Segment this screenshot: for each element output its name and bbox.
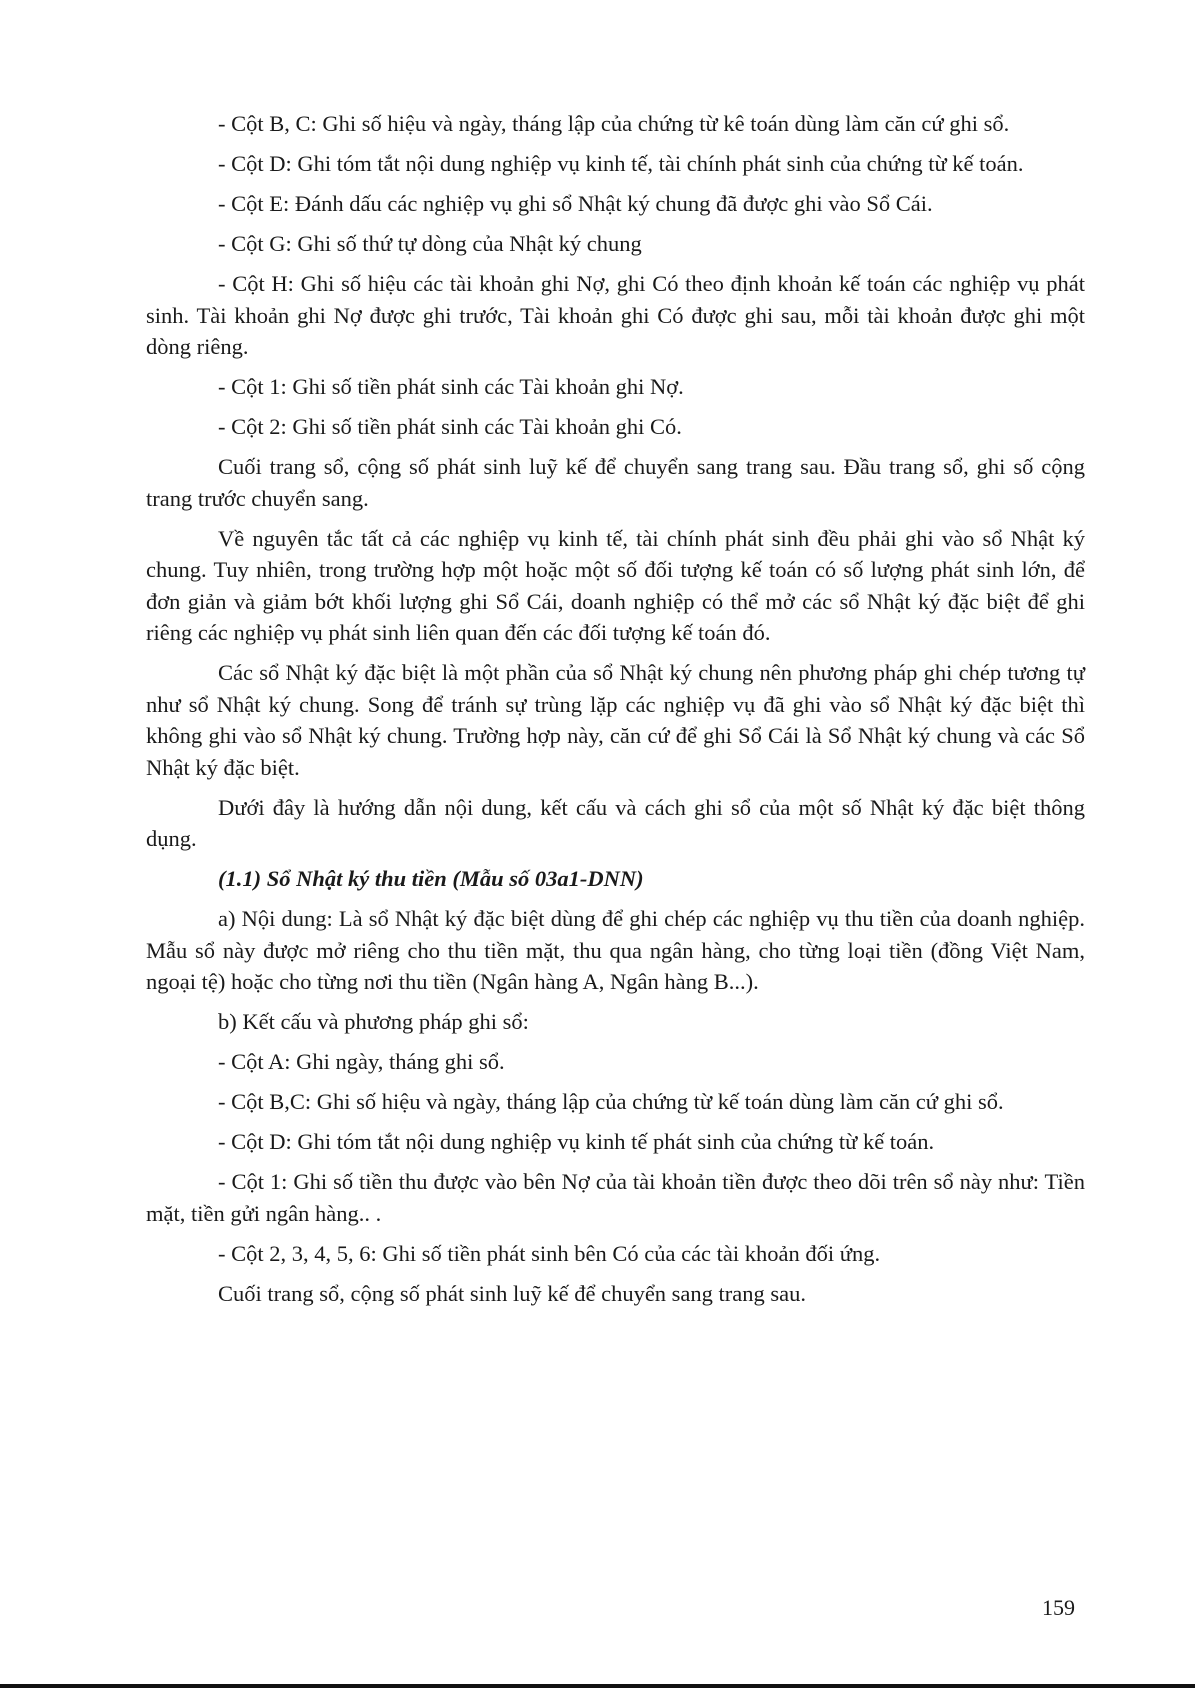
paragraph: - Cột E: Đánh dấu các nghiệp vụ ghi sổ Nhật ký chung đã được ghi vào Sổ Cái. [218, 191, 933, 216]
paragraph: - Cột H: Ghi số hiệu các tài khoản ghi Nợ, ghi Có theo định khoản kế toán các nghiệp vụ phát sinh. Tài khoản ghi Nợ được ghi trước, Tài khoản ghi Có được ghi sau, mỗi tài khoản được ghi một dòng riêng. [146, 271, 1085, 359]
paragraph: - Cột D: Ghi tóm tắt nội dung nghiệp vụ kinh tế, tài chính phát sinh của chứng từ kế toán. [218, 151, 1024, 176]
paragraph: - Cột 1: Ghi số tiền thu được vào bên Nợ của tài khoản tiền được theo dõi trên sổ này như: Tiền mặt, tiền gửi ngân hàng.. . [146, 1169, 1085, 1226]
bottom-border [0, 1684, 1195, 1688]
paragraph: b) Kết cấu và phương pháp ghi sổ: [218, 1009, 529, 1034]
paragraph: - Cột A: Ghi ngày, tháng ghi sổ. [218, 1049, 505, 1074]
paragraph: Các sổ Nhật ký đặc biệt là một phần của sổ Nhật ký chung nên phương pháp ghi chép tương tự như sổ Nhật ký chung. Song để tránh sự trùng lặp các nghiệp vụ đã ghi vào sổ Nhật ký đặc biệt thì không ghi vào sổ Nhật ký chung. Trường hợp này, căn cứ để ghi Sổ Cái là Sổ Nhật ký chung và các Sổ Nhật ký đặc biệt. [146, 660, 1085, 780]
paragraph: - Cột 1: Ghi số tiền phát sinh các Tài khoản ghi Nợ. [218, 374, 684, 399]
paragraph: - Cột B,C: Ghi số hiệu và ngày, tháng lập của chứng từ kế toán dùng làm căn cứ ghi sổ. [218, 1089, 1004, 1114]
paragraph: - Cột G: Ghi số thứ tự dòng của Nhật ký chung [218, 231, 642, 256]
document-page [146, 108, 1085, 1318]
paragraph: - Cột 2, 3, 4, 5, 6: Ghi số tiền phát sinh bên Có của các tài khoản đối ứng. [218, 1240, 881, 1266]
paragraph: - Cột D: Ghi tóm tắt nội dung nghiệp vụ kinh tế phát sinh của chứng từ kế toán. [218, 1129, 935, 1154]
paragraph: - Cột B, C: Ghi số hiệu và ngày, tháng lập của chứng từ kê toán dùng làm căn cứ ghi sổ. [218, 111, 1010, 136]
paragraph: Về nguyên tắc tất cả các nghiệp vụ kinh tế, tài chính phát sinh đều phải ghi vào sổ Nhật ký chung. Tuy nhiên, trong trường hợp một hoặc một số đối tượng kế toán có số lượng phát sinh lớn, để đơn giản và giảm bớt khối lượng ghi Sổ Cái, doanh nghiệp có thể mở các sổ Nhật ký đặc biệt để ghi riêng các nghiệp vụ phát sinh liên quan đến các đối tượng kế toán đó. [146, 525, 1085, 645]
paragraph: a) Nội dung: Là sổ Nhật ký đặc biệt dùng để ghi chép các nghiệp vụ thu tiền của doanh nghiệp. Mẫu sổ này được mở riêng cho thu tiền mặt, thu qua ngân hàng, cho từng loại tiền (đồng Việt Nam, ngoại tệ) hoặc cho từng nơi thu tiền (Ngân hàng A, Ngân hàng B...). [146, 906, 1085, 994]
paragraph: Cuối trang sổ, cộng số phát sinh luỹ kế để chuyển sang trang sau. [218, 1280, 807, 1306]
page-number: 159 [1042, 1595, 1075, 1620]
section-heading: (1.1) Sổ Nhật ký thu tiền (Mẫu số 03a1-DNN) [218, 866, 644, 891]
paragraph: - Cột 2: Ghi số tiền phát sinh các Tài khoản ghi Có. [218, 414, 682, 439]
paragraph: Dưới đây là hướng dẫn nội dung, kết cấu và cách ghi sổ của một số Nhật ký đặc biệt thông dụng. [146, 794, 1085, 851]
paragraph: Cuối trang sổ, cộng số phát sinh luỹ kế để chuyển sang trang sau. Đầu trang sổ, ghi số cộng trang trước chuyển sang. [146, 454, 1085, 511]
